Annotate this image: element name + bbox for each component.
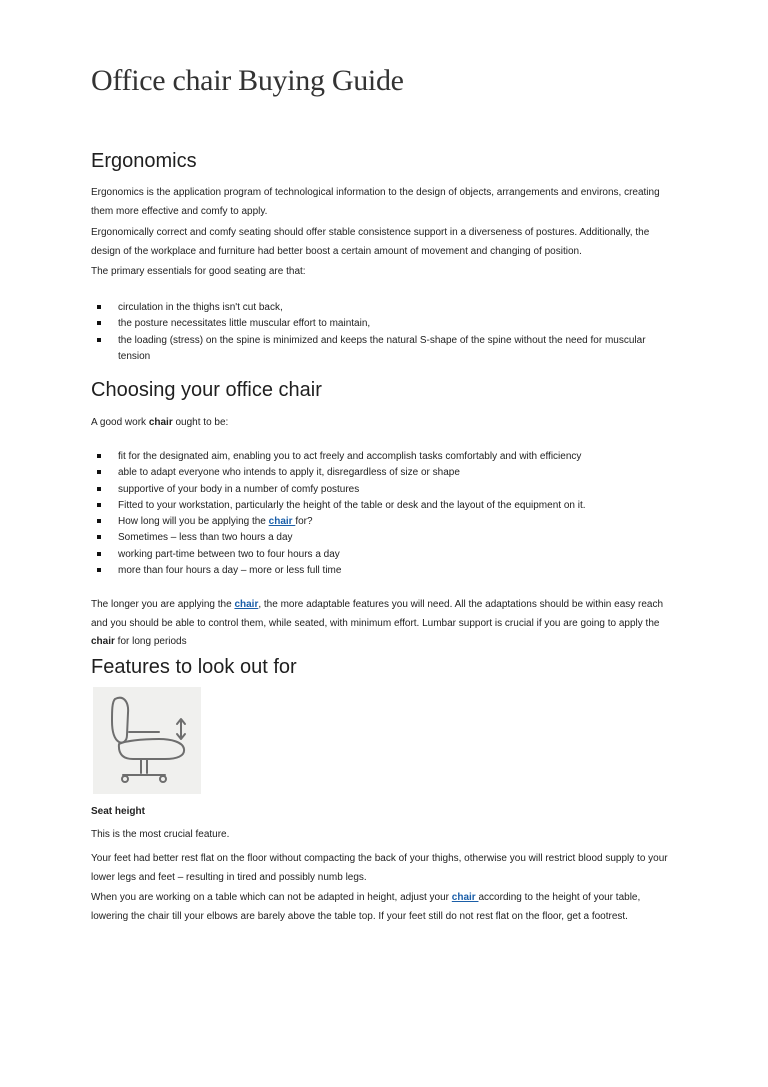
chair-bold-text: chair — [148, 417, 173, 428]
list-item: the loading (stress) on the spine is minimized and keeps the natural S-shape of the spine without the need for muscular tension — [91, 333, 671, 366]
list-item: working part-time between two to four hours a day — [91, 547, 671, 563]
features-paragraph-1: This is the most crucial feature. — [91, 829, 230, 840]
list-item: able to adapt everyone who intends to apply it, disregardless of size or shape — [91, 465, 671, 481]
chair-qualities-list — [91, 449, 671, 579]
list-item: supportive of your body in a number of comfy postures — [91, 482, 671, 498]
list-item: fit for the designated aim, enabling you to act freely and accomplish tasks comfortably and with efficiency — [91, 449, 671, 465]
list-item: How long will you be applying the chair for? — [91, 514, 671, 530]
chair-link[interactable]: chair — [268, 516, 296, 528]
list-item: Sometimes – less than two hours a day — [91, 530, 671, 546]
features-paragraph-2: Your feet had better rest flat on the floor without compacting the back of your thighs, otherwise you will restrict blood supply to your lower legs and feet – resulting in tired and possibly numb legs. — [91, 853, 668, 883]
list-item: Fitted to your workstation, particularly the height of the table or desk and the layout of the equipment on it. — [91, 498, 671, 514]
choosing-intro: A good work chair ought to be: — [91, 417, 229, 428]
features-heading: Features to look out for — [91, 656, 297, 678]
seating-essentials-list — [91, 300, 671, 365]
seat-height-subheading: Seat height — [91, 806, 145, 817]
chair-bold-text: chair — [91, 636, 115, 647]
ergonomics-paragraph-1: Ergonomics is the application program of technological information to the design of objects, arrangements and environs, creating them more effective and comfy to apply. — [91, 187, 660, 217]
office-chair-icon — [93, 687, 201, 794]
chair-link[interactable]: chair — [451, 892, 479, 903]
ergonomics-paragraph-2: Ergonomically correct and comfy seating should offer stable consistence support in a diverseness of postures. Additionally, the design of the workplace and furniture had better boost a certain amount of movement and changing of position. — [91, 227, 650, 257]
seat-height-illustration — [93, 687, 201, 794]
features-paragraph-3: When you are working on a table which can not be adapted in height, adjust your chair according to the height of your table, lowering the chair till your elbows are barely above the table top. If your feet still do not rest flat on the floor, get a footrest. — [91, 892, 641, 922]
page-title: Office chair Buying Guide — [91, 64, 404, 97]
choosing-paragraph: The longer you are applying the chair, the more adaptable features you will need. All the adaptations should be within easy reach and you should be able to control them, while seated, with minimum effort. Lumbar support is crucial if you are going to apply the chair for long periods — [91, 599, 664, 647]
list-item: circulation in the thighs isn't cut back, — [91, 300, 671, 316]
ergonomics-heading: Ergonomics — [91, 150, 197, 172]
ergonomics-paragraph-3: The primary essentials for good seating are that: — [91, 266, 306, 277]
chair-link[interactable]: chair — [234, 599, 259, 610]
choosing-heading: Choosing your office chair — [91, 379, 322, 401]
list-item: more than four hours a day – more or less full time — [91, 563, 671, 579]
list-item: the posture necessitates little muscular effort to maintain, — [91, 316, 671, 332]
